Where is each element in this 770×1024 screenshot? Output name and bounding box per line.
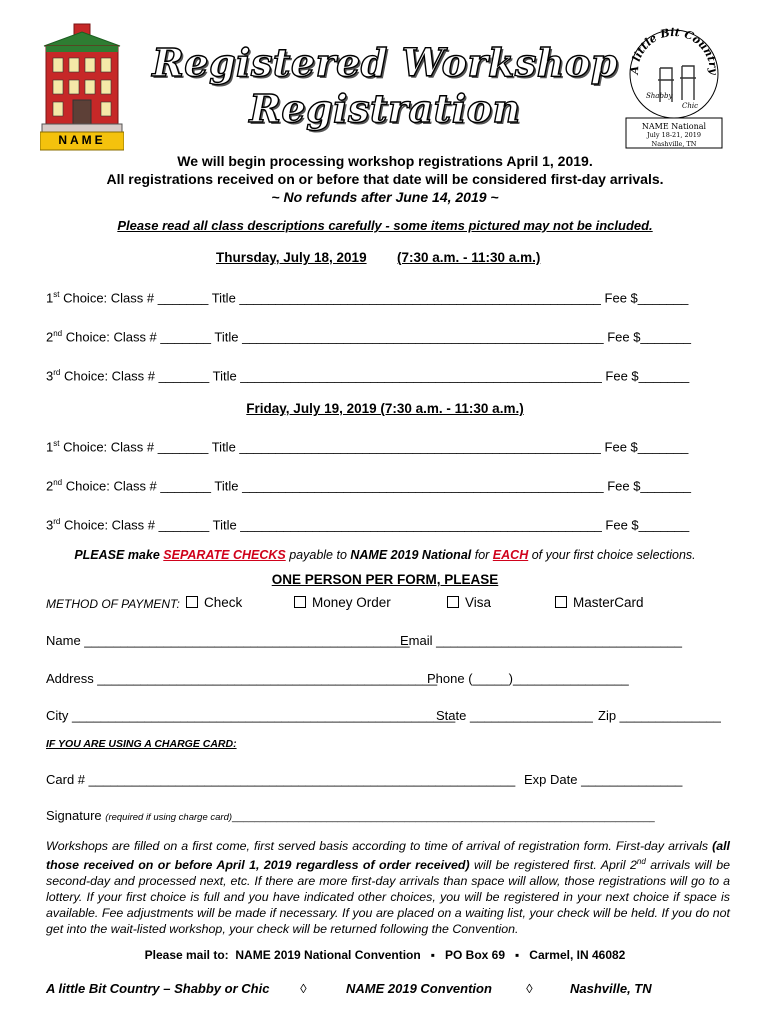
intro-line4: Please read all class descriptions carefully - some items pictured may not be included. xyxy=(117,218,653,233)
event-logo-dates: July 18-21, 2019 xyxy=(646,131,702,139)
payment-label: METHOD OF PAYMENT: xyxy=(46,597,180,611)
event-logo xyxy=(624,22,724,150)
thursday-choice-3[interactable]: 3rd Choice: Class # _______ Title __________________________________________________ Fee $_______ xyxy=(46,368,690,384)
name-field[interactable]: Name _____________________________________________ xyxy=(46,633,410,648)
checkbox-icon[interactable] xyxy=(294,596,306,608)
separate-checks-note: PLEASE make SEPARATE CHECKS payable to NAME 2019 National for EACH of your first choice selections. xyxy=(74,548,696,562)
policy-paragraph: Workshops are filled on a first come, first served basis according to time of arrival of registration form. First-day arrivals (all those received on or before April 1, 2019 regardless of order received) will be registered first. April 2nd arrivals will be second-day and processed next, etc. If there are more first-day arrivals than space will allow, those registrations will go to a lottery. If your first choice is full and you have indicated other choices, you will be registered in your next choice if space is available. Fee adjustments will be made if necessary. If you are placed on a waiting list, your check will be held. If you do not get into the wait-listed workshop, your check will be returned following the Convention. xyxy=(46,839,730,937)
checkbox-icon[interactable] xyxy=(555,596,567,608)
event-logo-shabby: Shabby xyxy=(646,92,673,100)
address-field[interactable]: Address _______________________________________________ xyxy=(46,671,438,686)
event-logo-arc xyxy=(624,22,724,82)
email-field[interactable]: Email __________________________________ xyxy=(400,633,682,648)
page-title-line2: Registration xyxy=(249,86,521,131)
name-logo-label: NAME xyxy=(58,133,106,147)
payment-check-option[interactable]: Check xyxy=(186,595,242,610)
payment-mastercard-option[interactable]: MasterCard xyxy=(555,595,644,610)
thursday-choice-1[interactable]: 1st Choice: Class # _______ Title __________________________________________________ Fee $_______ xyxy=(46,290,689,306)
name-logo xyxy=(40,20,124,154)
event-logo-arc-text: A little Bit Country xyxy=(627,25,721,75)
thursday-heading: Thursday, July 18, 2019 xyxy=(216,250,367,265)
state-field[interactable]: State _________________ xyxy=(436,708,593,723)
city-field[interactable]: City _____________________________________________________ xyxy=(46,708,456,723)
payment-money-order-option[interactable]: Money Order xyxy=(294,595,391,610)
signature-field[interactable]: Signature (required if using charge card)____________________________________________________________________________ xyxy=(46,808,655,823)
event-logo-chic: Chic xyxy=(682,102,699,110)
one-person-note: ONE PERSON PER FORM, PLEASE xyxy=(271,572,499,587)
footer-bullet-1: ◊ xyxy=(300,981,307,996)
friday-choice-1[interactable]: 1st Choice: Class # _______ Title __________________________________________________ Fee $_______ xyxy=(46,439,689,455)
intro-line3: ~ No refunds after June 14, 2019 ~ xyxy=(271,189,499,205)
mail-to-line: Please mail to: NAME 2019 National Convention ▪ PO Box 69 ▪ Carmel, IN 46082 xyxy=(144,948,626,962)
event-logo-place: Nashville, TN xyxy=(651,140,697,148)
card-number-field[interactable]: Card # ___________________________________________________________ xyxy=(46,772,516,787)
footer-bullet-2: ◊ xyxy=(526,981,533,996)
payment-visa-option[interactable]: Visa xyxy=(447,595,491,610)
footer-right: Nashville, TN xyxy=(570,981,652,996)
footer-left: A little Bit Country – Shabby or Chic xyxy=(46,981,270,996)
zip-field[interactable]: Zip ______________ xyxy=(598,708,721,723)
intro-line2: All registrations received on or before that date will be considered first-day arrivals. xyxy=(106,171,664,187)
event-logo-name: NAME National xyxy=(641,122,707,131)
friday-choice-3[interactable]: 3rd Choice: Class # _______ Title __________________________________________________ Fee $_______ xyxy=(46,517,690,533)
page-title-line1: Registered Workshop xyxy=(152,40,618,85)
thursday-time: (7:30 a.m. - 11:30 a.m.) xyxy=(397,250,541,265)
thursday-choice-2[interactable]: 2nd Choice: Class # _______ Title __________________________________________________ Fee $_______ xyxy=(46,329,692,345)
friday-heading: Friday, July 19, 2019 (7:30 a.m. - 11:30 a.m.) xyxy=(246,401,524,416)
checkbox-icon[interactable] xyxy=(186,596,198,608)
exp-date-field[interactable]: Exp Date ______________ xyxy=(524,772,683,787)
intro-line1: We will begin processing workshop registrations April 1, 2019. xyxy=(177,153,593,169)
charge-card-heading: IF YOU ARE USING A CHARGE CARD: xyxy=(46,738,237,750)
checkbox-icon[interactable] xyxy=(447,596,459,608)
phone-field[interactable]: Phone (_____)________________ xyxy=(427,671,629,686)
svg-text:A little Bit Country xyxy=(628,26,720,76)
footer-mid: NAME 2019 Convention xyxy=(346,981,492,996)
friday-choice-2[interactable]: 2nd Choice: Class # _______ Title __________________________________________________ Fee $_______ xyxy=(46,478,692,494)
